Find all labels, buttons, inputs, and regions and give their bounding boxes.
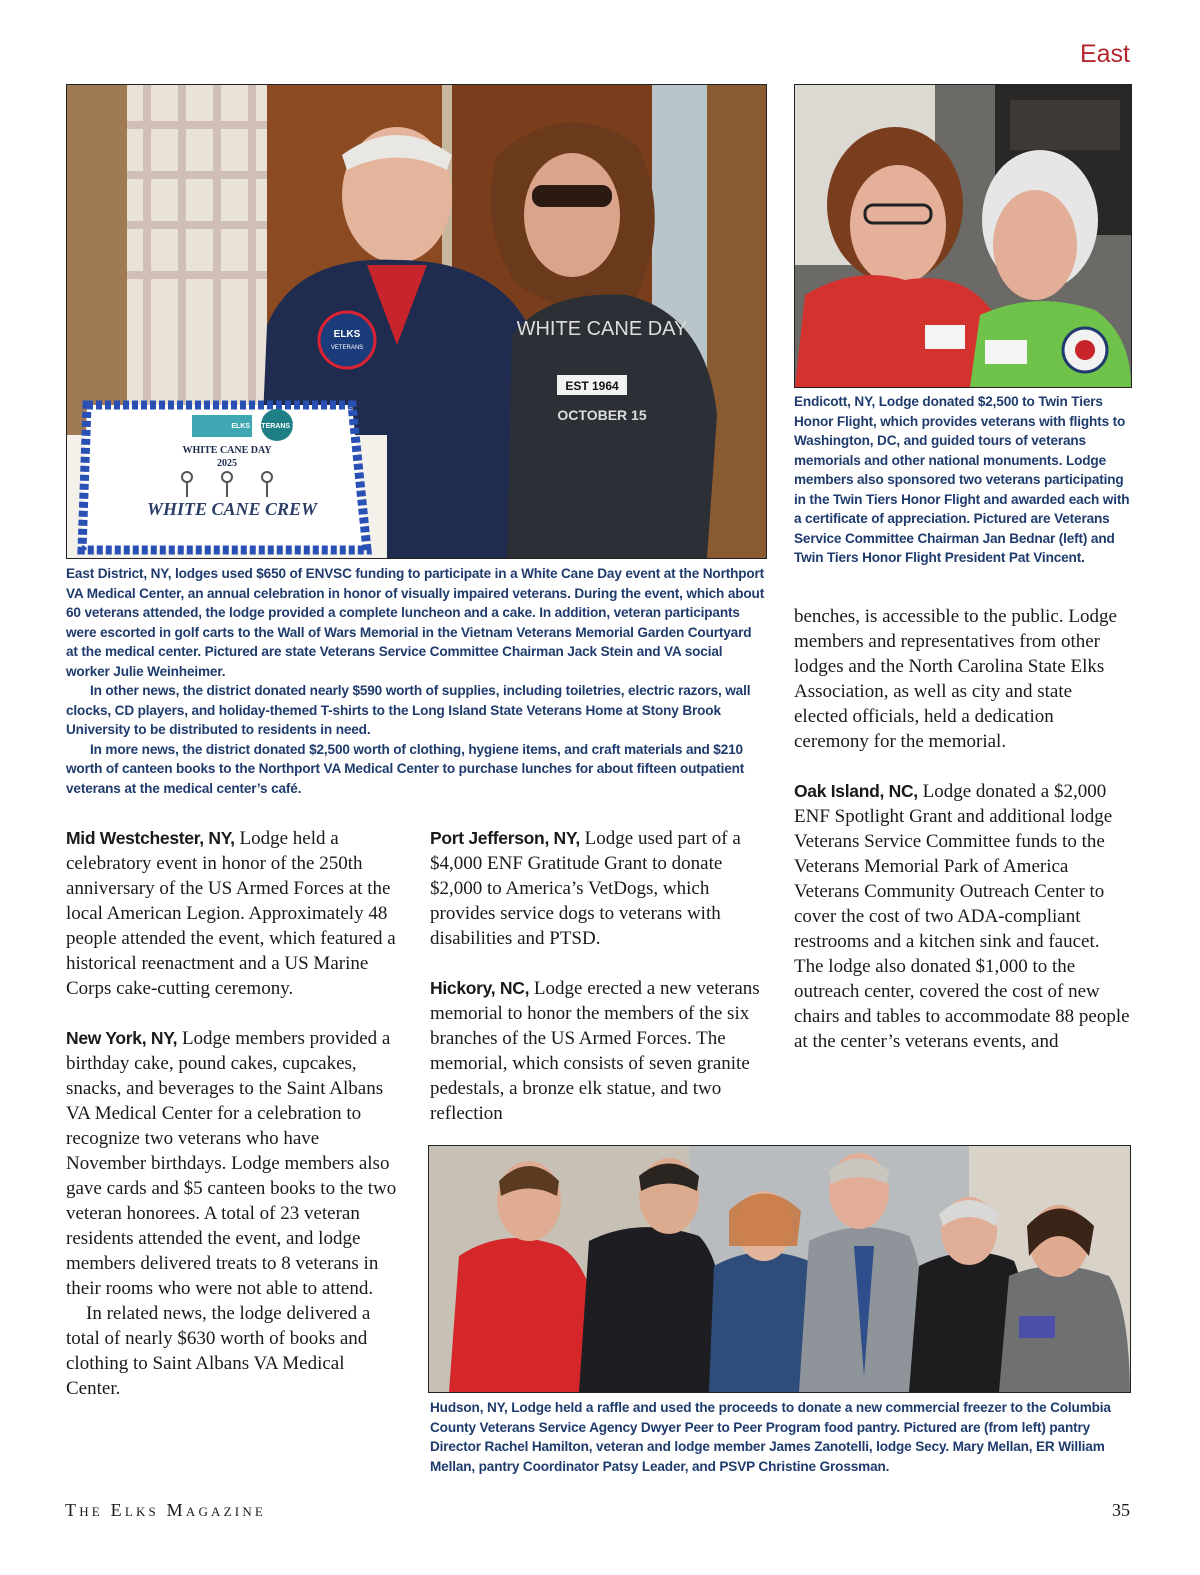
caption-endicott-lead: Endicott, NY, — [794, 394, 876, 409]
endicott-photo-image — [795, 85, 1131, 387]
caption-hudson-text: Lodge held a raffle and used the proceeds to donate a new commercial freezer to the Columbia County Veterans Service Agency Dwyer Peer to Peer Program food pantry. Pictured are (from left) pantry Director Rachel Hamilton, veteran and lodge member James Zanotelli, lodge Secy. Mary Mellan, ER William Mellan, pantry Coordinator Patsy Leader, and PSVP Christine Grossman. — [430, 1400, 1111, 1474]
shirt-date-2: OCTOBER 15 — [557, 407, 647, 423]
magazine-name: The Elks Magazine — [65, 1500, 267, 1520]
endicott-photo — [794, 84, 1132, 388]
shirt-date: EST 1964 — [565, 379, 619, 393]
hickory-text: Lodge erected a new veterans memorial to honor the members of the six branches of the US Armed Forces. The memorial, which consists of seven granite pedestals, a bronze elk statue, and two reflection — [430, 978, 760, 1124]
hickory-lead: Hickory, NC, — [430, 978, 530, 998]
cake-year: 2025 — [217, 458, 237, 469]
new-york-text: Lodge members provided a birthday cake, pound cakes, cupcakes, snacks, and beverages to the Saint Albans VA Medical Center for a celebration to recognize two veterans who have November birthdays. Lodge members also gave cards and $5 canteen books to the two veteran honorees. A total of 23 veteran residents attended the event, and lodge members delivered treats to 8 veterans in their rooms who were not able to attend. — [66, 1028, 397, 1299]
hudson-photo — [428, 1145, 1131, 1393]
white-cane-day-photo — [66, 84, 767, 559]
white-cane-day-photo-image — [67, 85, 766, 558]
port-jefferson-text: Lodge used part of a $4,000 ENF Gratitude Grant to donate $2,000 to America’s VetDogs, which provides service dogs to veterans with disabilities and PTSD. — [430, 828, 741, 949]
caption-east-district — [66, 564, 766, 798]
oak-island-lead: Oak Island, NC, — [794, 781, 918, 801]
caption-east-p2: In other news, the district donated nearly $590 worth of supplies, including toiletries, electric razors, wall clocks, CD players, and holiday-themed T-shirts to the Long Island State Veterans Home at Stony Brook University to be distributed to residents in need. — [66, 683, 751, 737]
caption-east-lead: East District, NY, — [66, 566, 172, 581]
hickory-continuation: benches, is accessible to the public. Lodge members and representatives from other lodges and the North Carolina State Elks Association, as well as city and state elected officials, held a dedication ceremony for the memorial. — [794, 606, 1117, 752]
caption-endicott-text: Lodge donated $2,500 to Twin Tiers Honor Flight, which provides veterans with flights to Washington, DC, and guided tours of veterans memorials and other national monuments. Lodge members also sponsored two veterans participating in the Twin Tiers Honor Flight and awarded each with a certificate of appreciation. Pictured are Veterans Service Committee Chairman Jan Bednar (left) and Twin Tiers Honor Flight President Pat Vincent. — [794, 394, 1130, 565]
column-1 — [66, 826, 402, 1401]
cake-banner: WHITE CANE CREW — [146, 499, 318, 519]
shirt-text: WHITE CANE DAY — [516, 318, 688, 340]
caption-hudson-lead: Hudson, NY, — [430, 1400, 508, 1415]
caption-east-p1: lodges used $650 of ENVSC funding to participate in a White Cane Day event at the Northport VA Medical Center, an annual celebration in honor of visually impaired veterans. During the event, which about 60 veterans attended, the lodge provided a complete luncheon and a cake. In addition, veteran participants were escorted in golf carts to the Wall of Wars Memorial in the Vietnam Veterans Memorial Garden Courtyard at the medical center. Pictured are state Veterans Service Committee Chairman Jack Stein and VA social worker Julie Weinheimer. — [66, 566, 765, 679]
caption-east-p3: In more news, the district donated $2,500 worth of clothing, hygiene items, and craft materials and $210 worth of canteen books to the Northport VA Medical Center to purchase lunches for about fifteen outpatient veterans at the medical center’s café. — [66, 741, 745, 796]
oak-island-text: Lodge donated a $2,000 ENF Spotlight Grant and additional lodge Veterans Service Committee funds to the Veterans Memorial Park of America Veterans Community Outreach Center to cover the cost of two ADA-compliant restrooms and a kitchen sink and faucet. The lodge also donated $1,000 to the outreach center, covered the cost of new chairs and tables to accommodate 88 people at the center’s veterans events, and — [794, 781, 1130, 1052]
new-york-lead: New York, NY, — [66, 1028, 178, 1048]
mid-westchester-lead: Mid Westchester, NY, — [66, 828, 235, 848]
column-3-upper — [794, 604, 1130, 1054]
cake-logo: ELKS VETERANS SERVICE — [231, 423, 323, 430]
hudson-photo-image — [429, 1146, 1130, 1392]
column-2 — [430, 826, 766, 1126]
port-jefferson-lead: Port Jefferson, NY, — [430, 828, 580, 848]
caption-hudson — [430, 1398, 1130, 1476]
svg-text:VETERANS: VETERANS — [330, 345, 364, 351]
section-label: East — [1079, 40, 1130, 68]
mid-westchester-text: Lodge held a celebratory event in honor of the 250th anniversary of the US Armed Forces at the local American Legion. Approximately 48 people attended the event, which featured a historical reenactment and a US Marine Corps cake-cutting ceremony. — [66, 828, 396, 999]
page-number: 35 — [1112, 1500, 1130, 1520]
svg-text:ELKS: ELKS — [333, 329, 361, 340]
cake-title: WHITE CANE DAY — [182, 445, 272, 456]
caption-endicott — [794, 392, 1130, 568]
new-york-text-2: In related news, the lodge delivered a total of nearly $630 worth of books and clothing to Saint Albans VA Medical Center. — [66, 1303, 371, 1399]
